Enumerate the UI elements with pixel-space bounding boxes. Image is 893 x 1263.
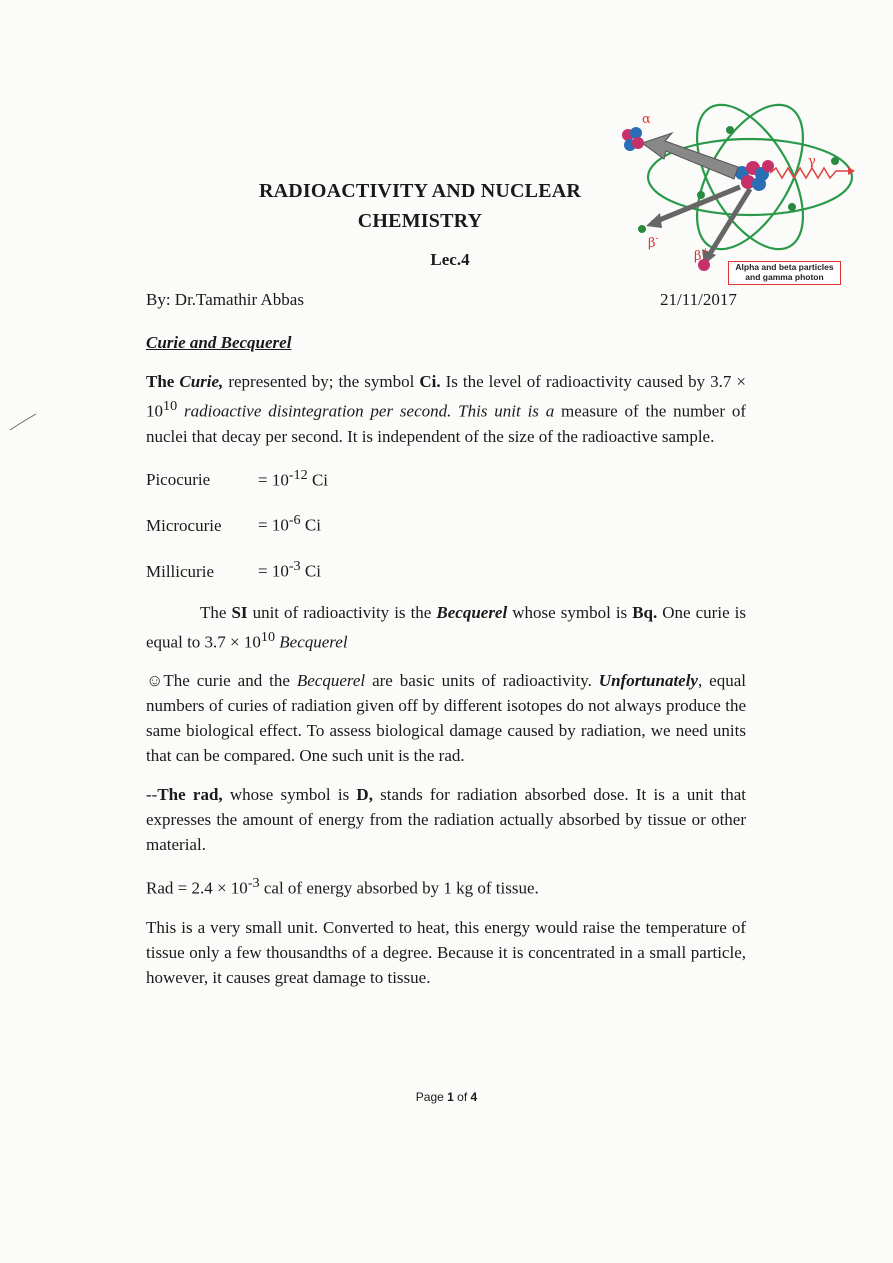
figure-caption: Alpha and beta particles and gamma photon bbox=[728, 261, 841, 285]
svg-text:β+: β+ bbox=[694, 247, 710, 264]
alpha-particle bbox=[622, 127, 644, 151]
paragraph-small-unit: This is a very small unit. Converted to heat, this energy would raise the temperature of tissue only a few thousandths of a degree. Because it is concentrated in a small particle, however, it causes great damage to tissue. bbox=[146, 917, 746, 987]
paragraph-becquerel: The SI unit of radioactivity is the Becquerel whose symbol is Bq. One curie is equal to $3.7 \times 10^{10}$ Becquerel bbox=[146, 602, 746, 652]
electron bbox=[726, 126, 734, 134]
gamma-wave bbox=[770, 168, 848, 178]
margin-pen-mark bbox=[8, 412, 38, 432]
unit-row-microcurie: Microcurie = $10^{-6}$ Ci bbox=[146, 512, 321, 535]
label-alpha: α bbox=[642, 112, 651, 127]
label-gamma: γ bbox=[808, 154, 816, 169]
nucleus bbox=[735, 160, 774, 191]
author-line: By: Dr.Tamathir Abbas bbox=[146, 290, 304, 309]
lecture-number: Lec.4 bbox=[430, 250, 470, 269]
electron bbox=[788, 203, 796, 211]
section-heading: Curie and Becquerel bbox=[146, 333, 292, 352]
document-date: 21/11/2017 bbox=[660, 290, 737, 309]
electron bbox=[697, 191, 705, 199]
unit-row-millicurie: Millicurie = $10^{-3}$ Ci bbox=[146, 557, 321, 581]
paragraph-rad: --The rad, whose symbol is D, stands for radiation absorbed dose. It is a unit that expresses the amount of energy from the radiation actually absorbed by tissue or other material. bbox=[146, 785, 746, 855]
label-beta-plus: β bbox=[694, 249, 702, 264]
document-title: RADIOACTIVITY AND NUCLEAR CHEMISTRY bbox=[258, 180, 582, 232]
document-body bbox=[146, 330, 746, 1004]
unit-row-picocurie: Picocurie = $10^{-12}$ Ci bbox=[146, 466, 329, 490]
page-number: Page 1 of 4 bbox=[415, 1090, 478, 1104]
electron bbox=[831, 157, 839, 165]
svg-text:β-: β- bbox=[648, 234, 659, 251]
rad-equation: Rad = $2.4 \times 10^{-3}$ cal of energy absorbed by 1 kg of tissue. bbox=[146, 875, 539, 898]
label-beta-minus: β bbox=[648, 236, 656, 251]
paragraph-curie: The Curie, represented by; the symbol Ci. Is the level of radioactivity caused by $3.7 \times 10^{10}$ radioactive disintegration per second. This unit is a measure of the number of nuclei that decay per second. It is independent of the size of the radioactive sample. bbox=[146, 372, 747, 446]
paragraph-units-comparison: ☺The curie and the Becquerel are basic units of radioactivity. Unfortunately, equal numbers of curies of radiation given off by different isotopes do not always produce the same biological effect. To assess biological damage caused by radiation, we need units that can be compared. One such unit is the rad. bbox=[146, 671, 746, 766]
